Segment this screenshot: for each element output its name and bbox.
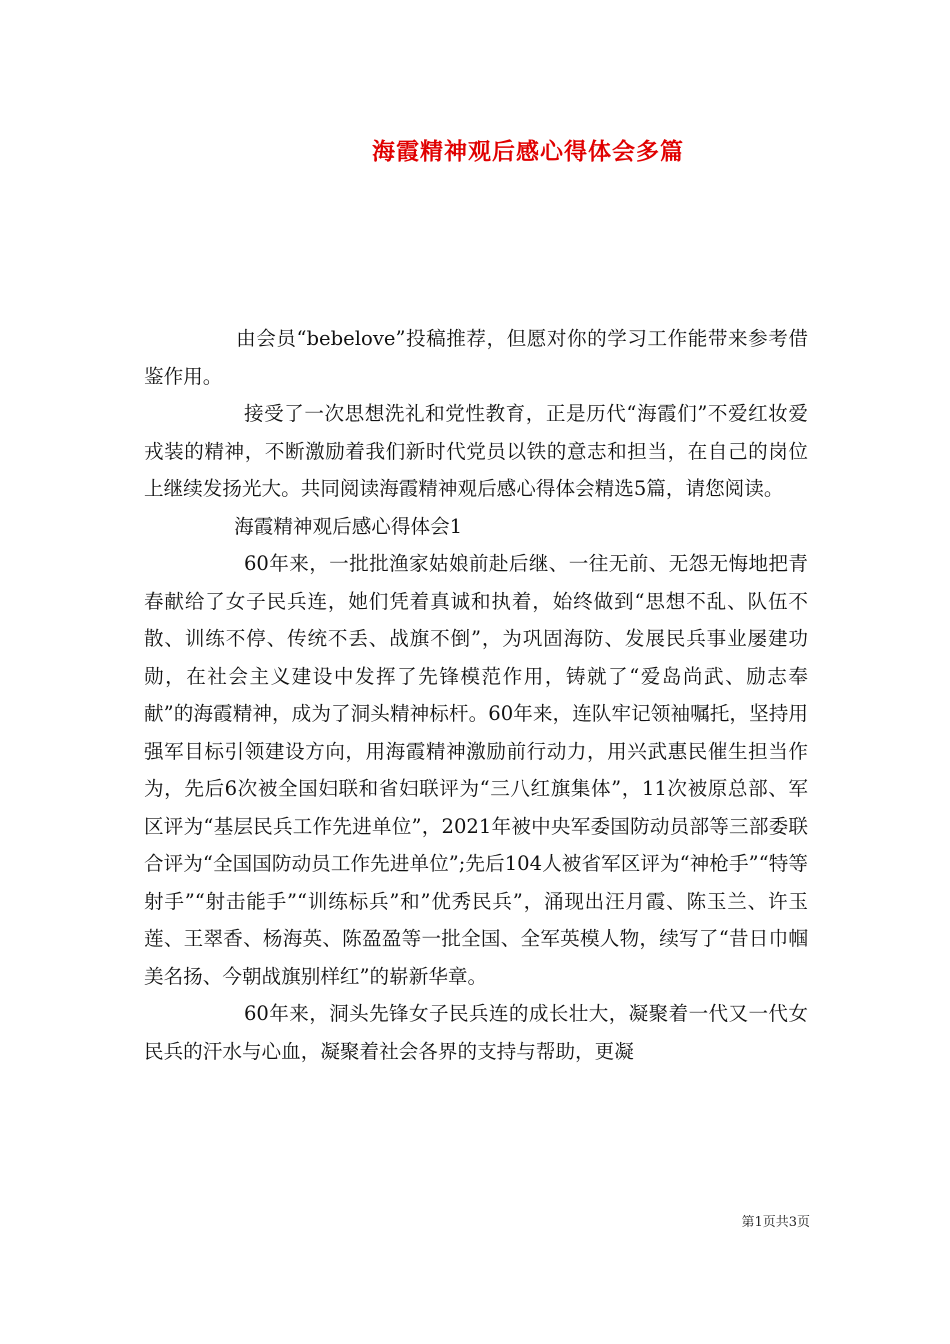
page-number-footer: 第1页共3页 — [741, 1215, 810, 1230]
intro-paragraph: 由会员“bebelove”投稿推荐，但愿对你的学习工作能带来参考借鉴作用。 — [144, 327, 808, 388]
document-title: 海霞精神观后感心得体会多篇 — [372, 138, 684, 165]
document-body — [144, 320, 808, 1070]
body-paragraph: 60年来，洞头先锋女子民兵连的成长壮大，凝聚着一代又一代女民兵的汗水与心血，凝聚着社会各界的支持与帮助，更凝 — [144, 1002, 808, 1063]
body-paragraph: 60年来，一批批渔家姑娘前赴后继、一往无前、无怨无悔地把青春献给了女子民兵连，她们凭着真诚和执着，始终做到“思想不乱、队伍不散、训练不停、传统不丢、战旗不倒”，为巩固海防、发展民兵事业屡建功勋，在社会主义建设中发挥了先锋模范作用，铸就了“爱岛尚武、励志奉献”的海霞精神，成为了洞头精神标杆。60年来，连队牢记领袖嘱托，坚持用强军目标引领建设方向，用海霞精神激励前行动力，用兴武惠民催生担当作为，先后6次被全国妇联和省妇联评为“三八红旗集体”，11次被原总部、军区评为“基层民兵工作先进单位”，2021年被中央军委国防动员部等三部委联合评为“全国国防动员工作先进单位”;先后104人被省军区评为“神枪手”“特等射手”“射击能手”“训练标兵”和”优秀民兵”，涌现出汪月霞、陈玉兰、许玉莲、王翠香、杨海英、陈盈盈等一批全国、全军英模人物，续写了“昔日巾帼美名扬、今朝战旗别样红”的崭新华章。 — [144, 552, 808, 988]
section-heading: 海霞精神观后感心得体会1 — [234, 514, 463, 538]
summary-paragraph: 接受了一次思想洗礼和党性教育，正是历代“海霞们”不爱红妆爱戎装的精神，不断激励着我们新时代党员以铁的意志和担当，在自己的岗位上继续发扬光大。共同阅读海霞精神观后感心得体会精选5篇，请您阅读。 — [144, 402, 808, 500]
